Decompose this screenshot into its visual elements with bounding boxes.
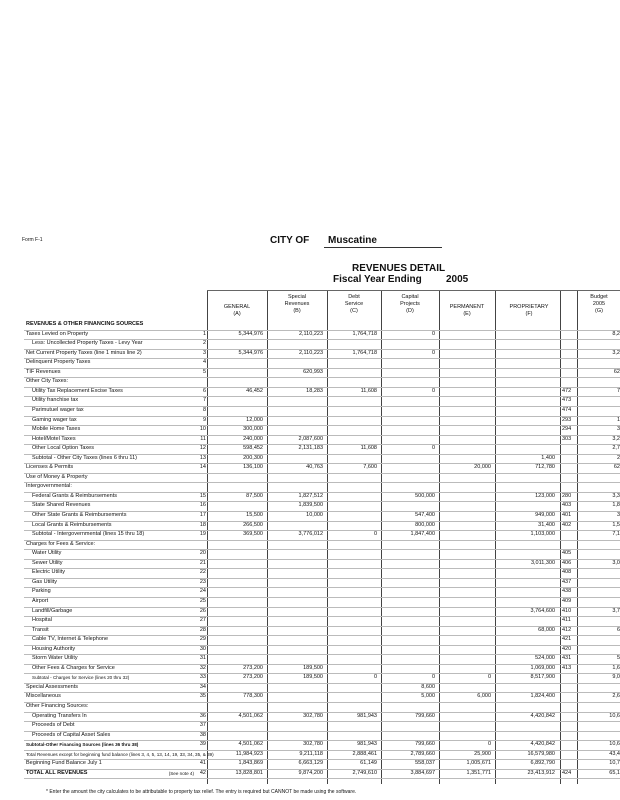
line-number: 10 <box>199 426 206 433</box>
line-number: 39 <box>199 741 206 748</box>
budget-cell: 65,1 <box>609 769 620 776</box>
account-code: 408 <box>562 569 572 576</box>
line-number: 12 <box>199 445 206 452</box>
budget-cell: 6 <box>616 626 620 633</box>
line-number: 34 <box>199 683 206 690</box>
row-rule <box>24 597 620 598</box>
row-rule <box>24 416 620 417</box>
value-cell: 4,420,842 <box>530 741 555 748</box>
row-label: Charges for Fees & Service: <box>26 540 96 547</box>
footer-note: * Enter the amount the city calculates to be attributable to property tax relief. The entry is required but CANNOT be made using the software. <box>46 789 357 795</box>
value-cell: 25,900 <box>474 750 491 757</box>
value-cell: 1,069,000 <box>530 664 555 671</box>
value-cell: 1,843,869 <box>238 760 263 767</box>
account-code: 409 <box>562 597 572 604</box>
row-label: Taxes Levied on Property <box>26 330 89 337</box>
line-number: 1 <box>202 330 206 337</box>
column-header: Budget 2005 (G) <box>590 294 608 314</box>
value-cell: 598,452 <box>243 445 263 452</box>
row-label: Other Fees & Charges for Service <box>32 664 115 671</box>
row-rule <box>24 587 620 588</box>
row-label: State Shared Revenues <box>32 502 91 509</box>
report-subtitle: Fiscal Year Ending <box>333 274 422 285</box>
budget-cell: 2,7 <box>612 445 620 452</box>
row-rule <box>24 406 620 407</box>
budget-cell: 3 <box>616 426 620 433</box>
value-cell: 3,764,600 <box>530 607 555 614</box>
value-cell: 799,660 <box>415 741 435 748</box>
value-cell: 61,149 <box>360 760 377 767</box>
budget-cell: 10,7 <box>609 760 620 767</box>
line-number: 37 <box>199 722 206 729</box>
value-cell: 5,000 <box>421 693 435 700</box>
row-label: TOTAL ALL REVENUES <box>26 769 88 776</box>
line-number: 18 <box>199 521 206 528</box>
value-cell: 2,131,183 <box>298 445 323 452</box>
line-number: 14 <box>199 464 206 471</box>
value-cell: 778,300 <box>243 693 263 700</box>
row-label: TIF Revenues <box>26 368 61 375</box>
account-code: 294 <box>562 426 572 433</box>
value-cell: 0 <box>373 531 377 538</box>
value-cell: 1,764,718 <box>352 330 377 337</box>
row-label: Mobile Home Taxes <box>32 426 81 433</box>
row-label: Less: Uncollected Property Taxes - Levy Year <box>32 340 143 347</box>
column-divider <box>439 290 440 784</box>
value-cell: 2,888,461 <box>352 750 377 757</box>
line-number: 29 <box>199 636 206 643</box>
account-code: 403 <box>562 502 572 509</box>
value-cell: 0 <box>373 674 377 681</box>
line-number: 25 <box>199 597 206 604</box>
value-cell: 4,501,062 <box>238 712 263 719</box>
column-header: PROPRIETARY (F) <box>509 304 549 317</box>
row-label: Special Assessments <box>26 683 78 690</box>
account-code: 411 <box>562 617 571 624</box>
value-cell: 1,103,000 <box>530 531 555 538</box>
value-cell: 23,413,912 <box>527 769 555 776</box>
row-label: Gaming wager tax <box>32 416 77 423</box>
row-rule <box>24 473 620 474</box>
line-number: 17 <box>199 512 206 518</box>
value-cell: 6,663,129 <box>298 760 323 767</box>
city-name: Muscatine <box>328 235 377 246</box>
account-code: 431 <box>562 655 572 662</box>
row-label: Hospital <box>32 617 52 624</box>
line-number: 3 <box>202 349 206 356</box>
line-number: 36 <box>199 712 206 719</box>
row-rule <box>24 645 620 646</box>
value-cell: 136,100 <box>243 464 263 471</box>
value-cell: 10,000 <box>306 512 323 518</box>
city-name-underline <box>324 247 442 248</box>
budget-cell: 3,0 <box>612 559 620 566</box>
value-cell: 2,087,600 <box>298 435 323 442</box>
row-rule <box>24 721 620 722</box>
value-cell: 8,600 <box>421 683 435 690</box>
value-cell: 369,500 <box>243 531 263 538</box>
budget-cell: 62 <box>613 464 620 471</box>
value-cell: 273,200 <box>243 664 263 671</box>
line-number: 32 <box>199 664 206 671</box>
row-label: Subtotal-Other Financing Sources (lines 36 thru 38) <box>26 742 139 748</box>
budget-cell: 1 <box>616 416 620 423</box>
line-number: 5 <box>202 368 206 375</box>
value-cell: 3,011,300 <box>530 559 555 566</box>
row-label: Utility Tax Replacement Excise Taxes <box>32 387 123 394</box>
column-header: Capital Projects (D) <box>400 294 420 314</box>
budget-cell: 3,3 <box>612 492 620 499</box>
row-label: Parking <box>32 588 51 595</box>
budget-cell: 3 <box>616 512 620 518</box>
column-header: Special Revenues (B) <box>284 294 310 314</box>
line-number: 6 <box>202 387 206 394</box>
row-label: Utility franchise tax <box>32 397 79 404</box>
row-label: Gas Utility <box>32 578 58 585</box>
account-code: 405 <box>562 550 572 557</box>
account-code: 280 <box>562 492 572 499</box>
fiscal-year: 2005 <box>446 274 469 285</box>
row-label: Proceeds of Capital Asset Sales <box>32 731 111 738</box>
value-cell: 0 <box>431 674 435 681</box>
row-label: Subtotal - Charges for Service (lines 20 thru 32) <box>32 675 130 681</box>
line-number: 2 <box>202 340 206 347</box>
row-rule <box>24 683 620 684</box>
row-label: Other Financing Sources: <box>26 703 89 709</box>
account-code: 293 <box>562 416 572 423</box>
value-cell: 68,000 <box>538 626 555 633</box>
row-rule <box>24 702 620 703</box>
budget-cell: 9,0 <box>612 674 620 681</box>
value-cell: 1,400 <box>541 454 555 461</box>
row-label: Miscellaneous <box>26 693 61 700</box>
value-cell: 2,749,610 <box>352 769 377 776</box>
account-code: 402 <box>562 521 572 528</box>
row-label: Transit <box>32 626 49 633</box>
budget-cell: 1,6 <box>612 664 620 671</box>
budget-cell: 7 <box>616 387 620 394</box>
account-code: 473 <box>562 397 572 404</box>
value-cell: 524,000 <box>535 655 555 662</box>
account-code: 437 <box>562 578 572 585</box>
row-label: Hotel/Motel Taxes <box>32 435 76 442</box>
row-label: Intergovernmental: <box>26 483 72 490</box>
value-cell: 712,780 <box>535 464 555 471</box>
value-cell: 1,827,512 <box>298 492 323 499</box>
value-cell: 3,884,697 <box>410 769 435 776</box>
row-label: REVENUES & OTHER FINANCING SOURCES <box>26 321 144 327</box>
form-label: Form F-1 <box>22 237 43 243</box>
value-cell: 0 <box>487 674 491 681</box>
row-label: Airport <box>32 597 49 604</box>
row-label: Other Local Option Taxes <box>32 445 94 452</box>
line-number: 7 <box>202 397 206 404</box>
row-label: Sewer Utility <box>32 559 63 566</box>
budget-cell: 3,7 <box>612 607 620 614</box>
account-code: 424 <box>562 769 572 776</box>
budget-cell: 5 <box>616 655 620 662</box>
row-label: Other City Taxes: <box>26 378 69 385</box>
value-cell: 949,000 <box>535 512 555 518</box>
value-cell: 6,000 <box>477 693 491 700</box>
value-cell: 302,780 <box>303 741 323 748</box>
line-number: 23 <box>199 578 206 585</box>
value-cell: 0 <box>431 349 435 356</box>
value-cell: 0 <box>487 741 491 748</box>
value-cell: 11,608 <box>360 445 377 452</box>
value-cell: 11,608 <box>360 387 377 394</box>
account-code: 438 <box>562 588 572 595</box>
value-cell: 6,892,790 <box>530 760 555 767</box>
value-cell: 547,400 <box>415 512 435 518</box>
value-cell: 9,874,200 <box>298 769 323 776</box>
value-cell: 5,344,976 <box>238 330 263 337</box>
row-label: Cable TV, Internet & Telephone <box>32 636 109 643</box>
line-number: 16 <box>199 502 206 509</box>
value-cell: 2,110,223 <box>298 349 323 356</box>
line-number: 22 <box>199 569 206 576</box>
line-number: 15 <box>199 492 206 499</box>
budget-cell: 10,6 <box>609 741 620 748</box>
value-cell: 7,600 <box>363 464 377 471</box>
budget-cell: 10,6 <box>609 712 620 719</box>
row-rule <box>24 482 620 483</box>
value-cell: 558,037 <box>415 760 435 767</box>
column-header: GENERAL (A) <box>223 304 251 317</box>
value-cell: 1,824,400 <box>530 693 555 700</box>
line-number: 11 <box>200 435 206 442</box>
value-cell: 620,993 <box>303 368 323 375</box>
line-number: 31 <box>199 655 206 662</box>
line-number: 41 <box>199 760 206 767</box>
column-divider <box>560 290 561 784</box>
row-label: Local Grants & Reimbursements <box>32 521 112 528</box>
row-rule <box>24 778 620 779</box>
row-rule <box>24 731 620 732</box>
account-code: 406 <box>562 559 572 566</box>
city-of-label: CITY OF <box>270 235 310 246</box>
value-cell: 0 <box>431 387 435 394</box>
budget-cell: 8,2 <box>612 330 620 337</box>
value-cell: 15,500 <box>246 512 263 518</box>
row-label: Licenses & Permits <box>26 464 74 471</box>
value-cell: 2,789,660 <box>410 750 435 757</box>
column-header: PERMANENT (E) <box>449 304 485 317</box>
budget-cell: 1,8 <box>612 502 620 509</box>
account-code: 401 <box>562 512 572 518</box>
value-cell: 12,000 <box>246 416 263 423</box>
line-number: 13 <box>199 454 206 461</box>
budget-cell: 3,2 <box>612 435 620 442</box>
value-cell: 189,500 <box>303 664 323 671</box>
see-note: (See note 4) <box>168 770 194 776</box>
value-cell: 981,943 <box>357 712 377 719</box>
value-cell: 4,420,842 <box>530 712 555 719</box>
line-number: 4 <box>202 359 206 366</box>
value-cell: 189,500 <box>303 674 323 681</box>
report-title: REVENUES DETAIL <box>352 263 446 274</box>
row-label: Electric Utility <box>32 569 66 576</box>
value-cell: 273,200 <box>243 674 263 681</box>
row-label: Landfill/Garbage <box>32 607 73 614</box>
budget-cell: 3,2 <box>612 349 620 356</box>
row-label: Housing Authority <box>32 645 76 652</box>
value-cell: 46,452 <box>246 387 263 394</box>
line-number: 8 <box>202 406 206 413</box>
account-code: 413 <box>562 664 572 671</box>
account-code: 420 <box>562 645 572 652</box>
value-cell: 123,000 <box>535 492 555 499</box>
row-rule <box>24 396 620 397</box>
line-number: 24 <box>199 588 206 595</box>
row-rule <box>24 358 620 359</box>
row-label: Water Utility <box>32 550 62 557</box>
value-cell: 799,660 <box>415 712 435 719</box>
value-cell: 1,351,771 <box>466 769 491 776</box>
line-number: 28 <box>199 626 206 633</box>
value-cell: 300,000 <box>243 426 263 433</box>
value-cell: 8,517,900 <box>530 674 555 681</box>
line-number: 27 <box>199 617 206 624</box>
row-label: Delinquent Property Taxes <box>26 359 91 366</box>
line-number: 19 <box>199 531 206 538</box>
row-label: Federal Grants & Reimbursements <box>32 492 117 499</box>
line-number: 35 <box>199 693 206 700</box>
budget-cell: 2,6 <box>612 693 620 700</box>
line-number: 20 <box>199 550 206 557</box>
value-cell: 302,780 <box>303 712 323 719</box>
budget-cell: 43,4 <box>609 750 620 757</box>
value-cell: 1,764,718 <box>352 349 377 356</box>
row-label: Storm Water Utility <box>32 655 78 662</box>
row-rule <box>24 568 620 569</box>
value-cell: 20,000 <box>474 464 491 471</box>
account-code: 303 <box>562 435 572 442</box>
header-top-rule <box>207 290 620 291</box>
value-cell: 87,500 <box>246 492 263 499</box>
value-cell: 1,847,400 <box>410 531 435 538</box>
row-label: Total Revenues except for beginning fund balance (lines 3, 4, 5, 13, 14, 19, 33, 34, 35, & 39) <box>26 751 214 757</box>
row-label: Operating Transfers In <box>32 712 87 719</box>
line-number: 26 <box>199 607 206 614</box>
value-cell: 16,579,980 <box>527 750 555 757</box>
row-label: Subtotal - Other City Taxes (lines 6 thru 11) <box>32 454 137 461</box>
row-label: Proceeds of Debt <box>32 722 75 729</box>
row-rule <box>24 635 620 636</box>
account-code: 421 <box>562 636 572 643</box>
row-label: Parimutuel wager tax <box>32 406 84 413</box>
row-label: Beginning Fund Balance July 1 <box>26 760 102 767</box>
row-rule <box>24 540 620 541</box>
row-rule <box>24 616 620 617</box>
value-cell: 13,828,801 <box>235 769 263 776</box>
value-cell: 266,500 <box>243 521 263 528</box>
budget-cell: 2 <box>616 454 620 461</box>
value-cell: 2,110,223 <box>298 330 323 337</box>
value-cell: 981,943 <box>357 741 377 748</box>
value-cell: 31,400 <box>538 521 555 528</box>
column-header: Debt Service (C) <box>344 294 364 314</box>
account-code: 472 <box>562 387 572 394</box>
line-number: 33 <box>199 674 206 681</box>
row-rule <box>24 425 620 426</box>
value-cell: 240,000 <box>243 435 263 442</box>
row-rule <box>24 549 620 550</box>
value-cell: 3,776,012 <box>298 531 323 538</box>
value-cell: 5,344,976 <box>238 349 263 356</box>
value-cell: 0 <box>431 330 435 337</box>
value-cell: 0 <box>431 445 435 452</box>
line-number: 42 <box>199 769 206 776</box>
value-cell: 9,211,118 <box>299 750 323 757</box>
value-cell: 1,839,500 <box>298 502 323 509</box>
row-label: Net Current Property Taxes (line 1 minus line 2) <box>26 349 142 356</box>
value-cell: 40,763 <box>306 464 323 471</box>
line-number: 38 <box>199 731 206 738</box>
account-code: 410 <box>562 607 572 614</box>
value-cell: 800,000 <box>415 521 435 528</box>
value-cell: 11,984,923 <box>235 750 263 757</box>
row-label: Other State Grants & Reimbursements <box>32 512 127 518</box>
value-cell: 500,000 <box>415 492 435 499</box>
account-code: 412 <box>562 626 572 633</box>
value-cell: 200,300 <box>243 454 263 461</box>
line-number: 21 <box>199 559 206 566</box>
line-number: 30 <box>199 645 206 652</box>
row-label: Use of Money & Property <box>26 473 88 480</box>
budget-cell: 62 <box>613 368 620 375</box>
budget-cell: 7,1 <box>612 531 620 538</box>
budget-cell: 1,5 <box>612 521 620 528</box>
value-cell: 18,283 <box>306 387 323 394</box>
row-label: Subtotal - Intergovernmental (lines 15 thru 18) <box>32 531 145 538</box>
row-rule <box>24 578 620 579</box>
line-number: 9 <box>202 416 206 423</box>
row-rule <box>24 377 620 378</box>
value-cell: 1,005,671 <box>466 760 491 767</box>
account-code: 474 <box>562 406 572 413</box>
value-cell: 4,501,062 <box>238 741 263 748</box>
